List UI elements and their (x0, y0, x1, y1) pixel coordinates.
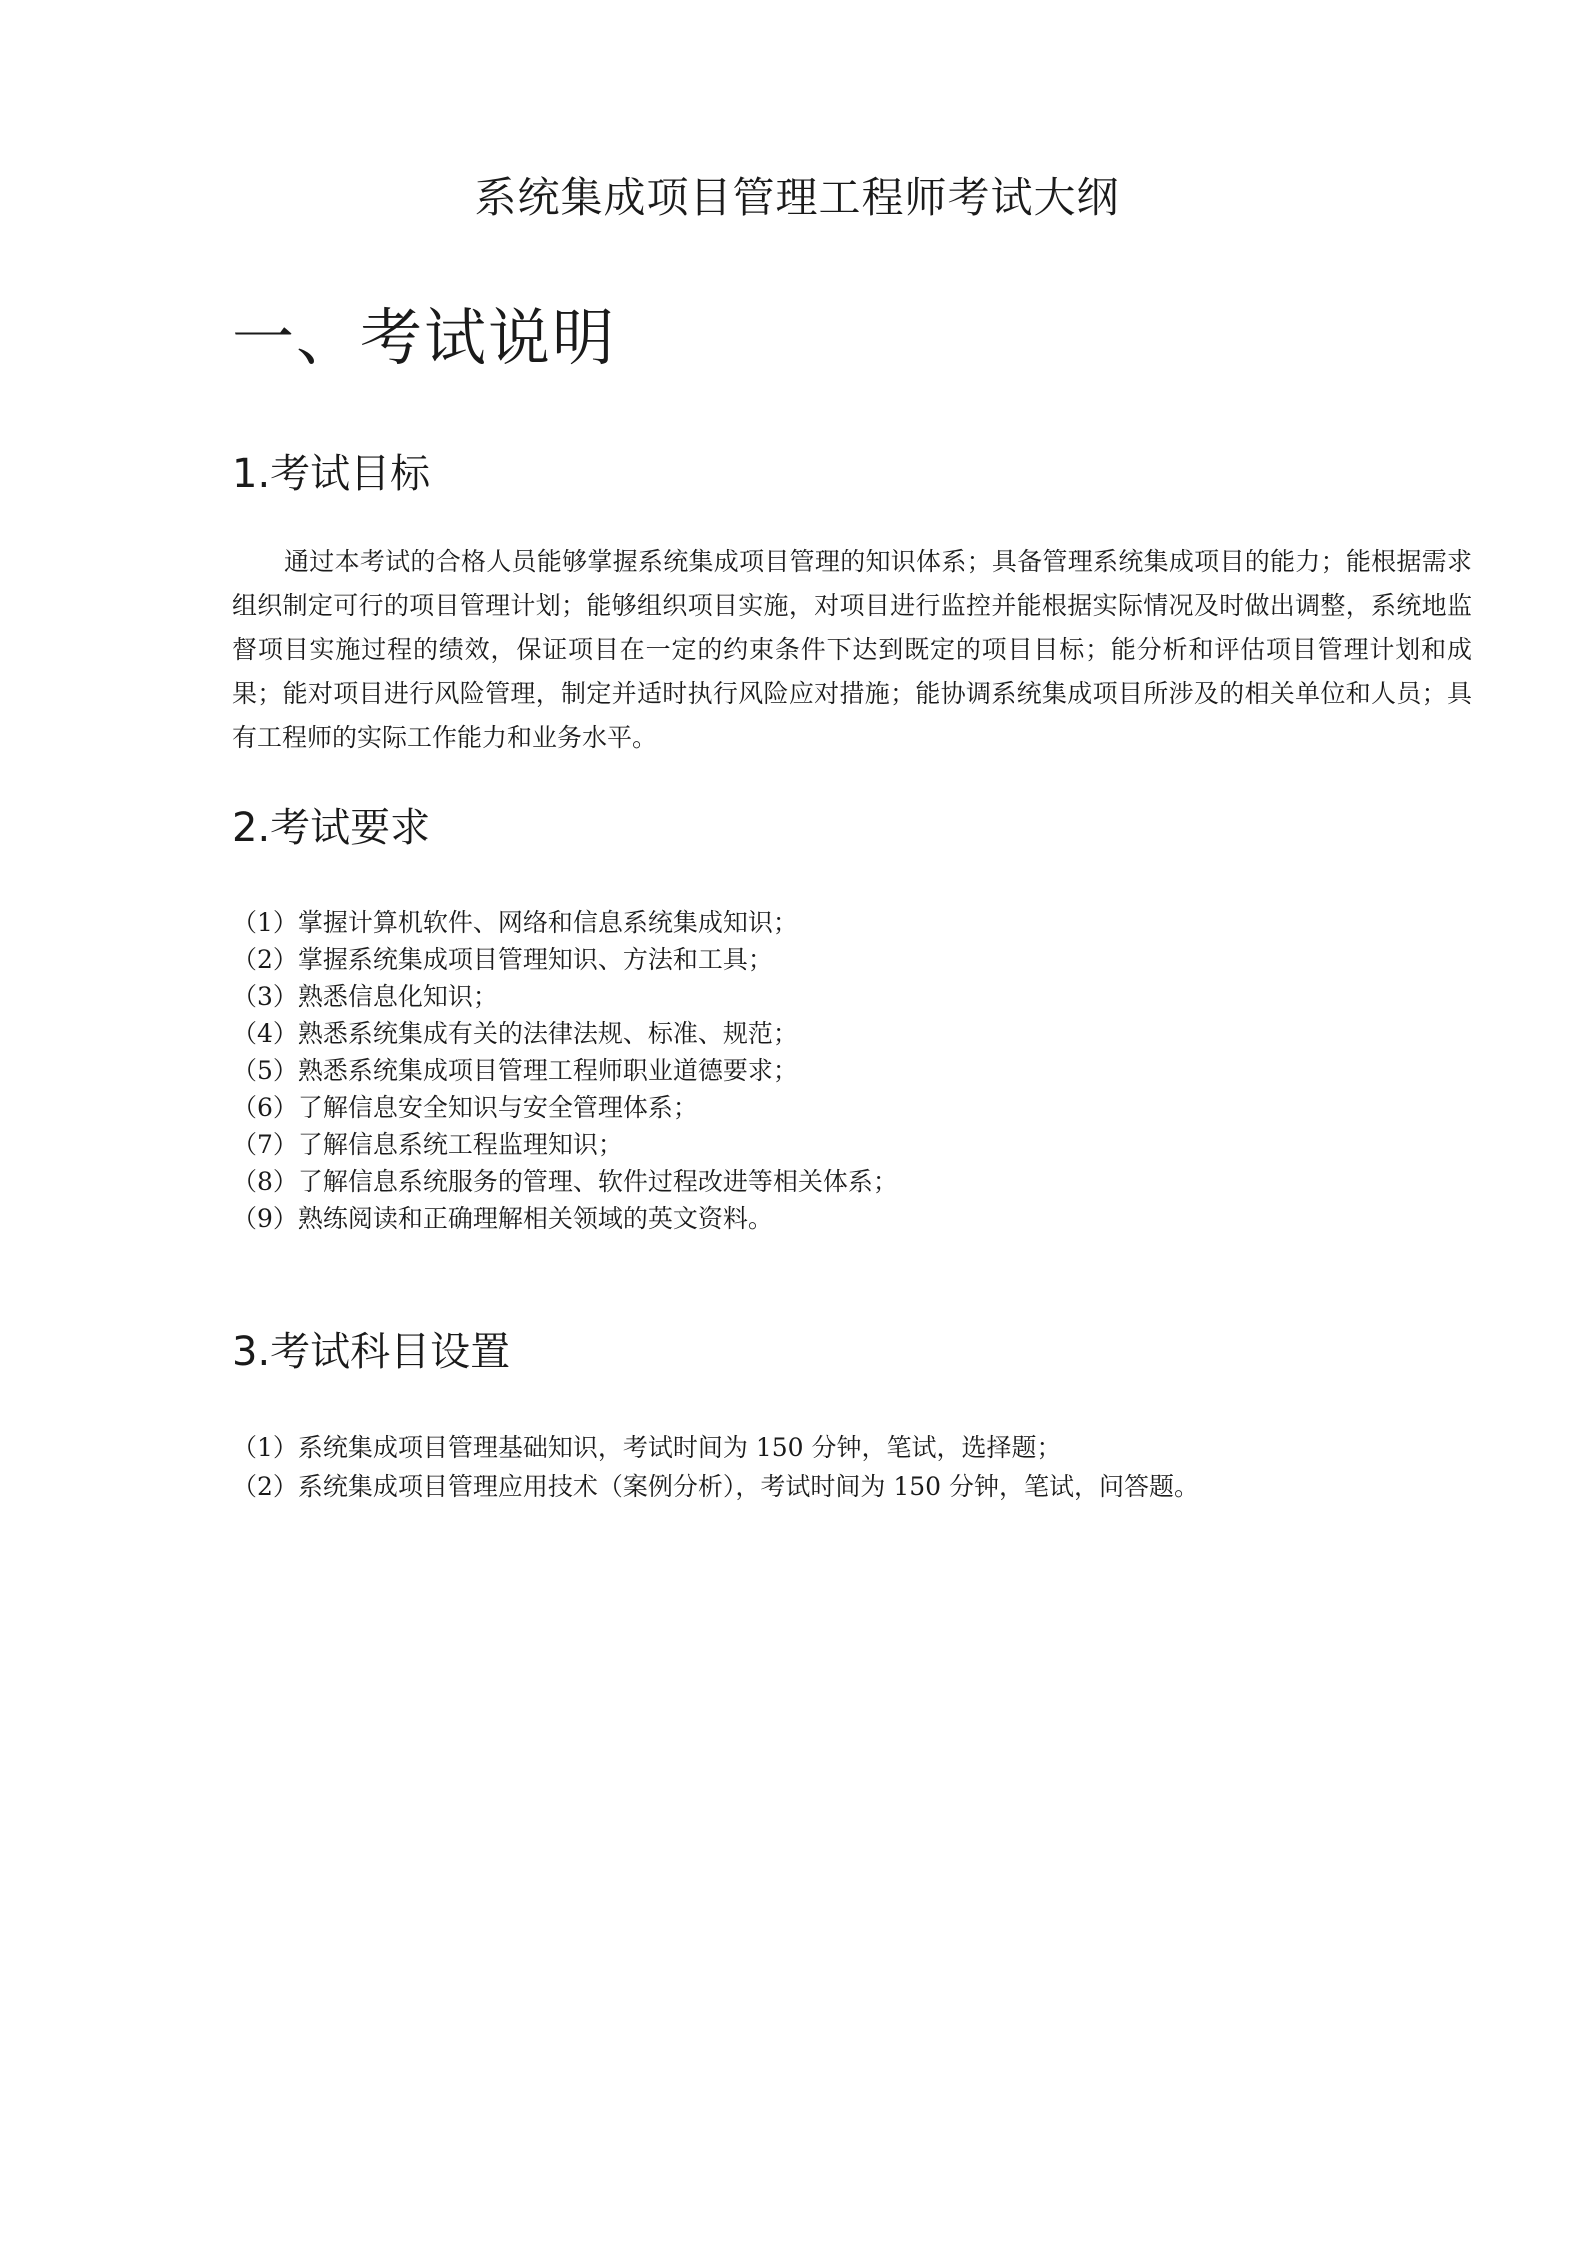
subheading-exam-goal: 1.考试目标 (232, 451, 431, 497)
list-item: （2）系统集成项目管理应用技术（案例分析），考试时间为 150 分钟，笔试，问答题。 (232, 1472, 1200, 1501)
exam-goal-paragraph: 通过本考试的合格人员能够掌握系统集成项目管理的知识体系；具备管理系统集成项目的能力；能根据需求组织制定可行的项目管理计划；能够组织项目实施，对项目进行监控并能根据实际情况及时做出调整，系统地监督项目实施过程的绩效，保证项目在一定的约束条件下达到既定的项目目标；能分析和评估项目管理计划和成果；能对项目进行风险管理，制定并适时执行风险应对措施；能协调系统集成项目所涉及的相关单位和人员；具有工程师的实际工作能力和业务水平。 (232, 547, 1472, 752)
list-item: （8）了解信息系统服务的管理、软件过程改进等相关体系； (232, 1167, 898, 1196)
list-item: （1）掌握计算机软件、网络和信息系统集成知识； (232, 908, 798, 937)
requirements-list (232, 904, 1472, 1237)
section-heading-exam-description: 一、考试说明 (232, 301, 617, 374)
list-item: （5）熟悉系统集成项目管理工程师职业道德要求； (232, 1056, 798, 1085)
subheading-exam-subjects: 3.考试科目设置 (232, 1329, 511, 1375)
document-title: 系统集成项目管理工程师考试大纲 (474, 173, 1120, 222)
list-item: （1）系统集成项目管理基础知识，考试时间为 150 分钟，笔试，选择题； (232, 1433, 1062, 1462)
subheading-exam-requirements: 2.考试要求 (232, 805, 431, 851)
list-item: （6）了解信息安全知识与安全管理体系； (232, 1093, 698, 1122)
subjects-list (232, 1428, 1472, 1506)
list-item: （4）熟悉系统集成有关的法律法规、标准、规范； (232, 1019, 798, 1048)
list-item: （9）熟练阅读和正确理解相关领域的英文资料。 (232, 1204, 773, 1233)
list-item: （3）熟悉信息化知识； (232, 982, 498, 1011)
list-item: （7）了解信息系统工程监理知识； (232, 1130, 623, 1159)
list-item: （2）掌握系统集成项目管理知识、方法和工具； (232, 945, 773, 974)
